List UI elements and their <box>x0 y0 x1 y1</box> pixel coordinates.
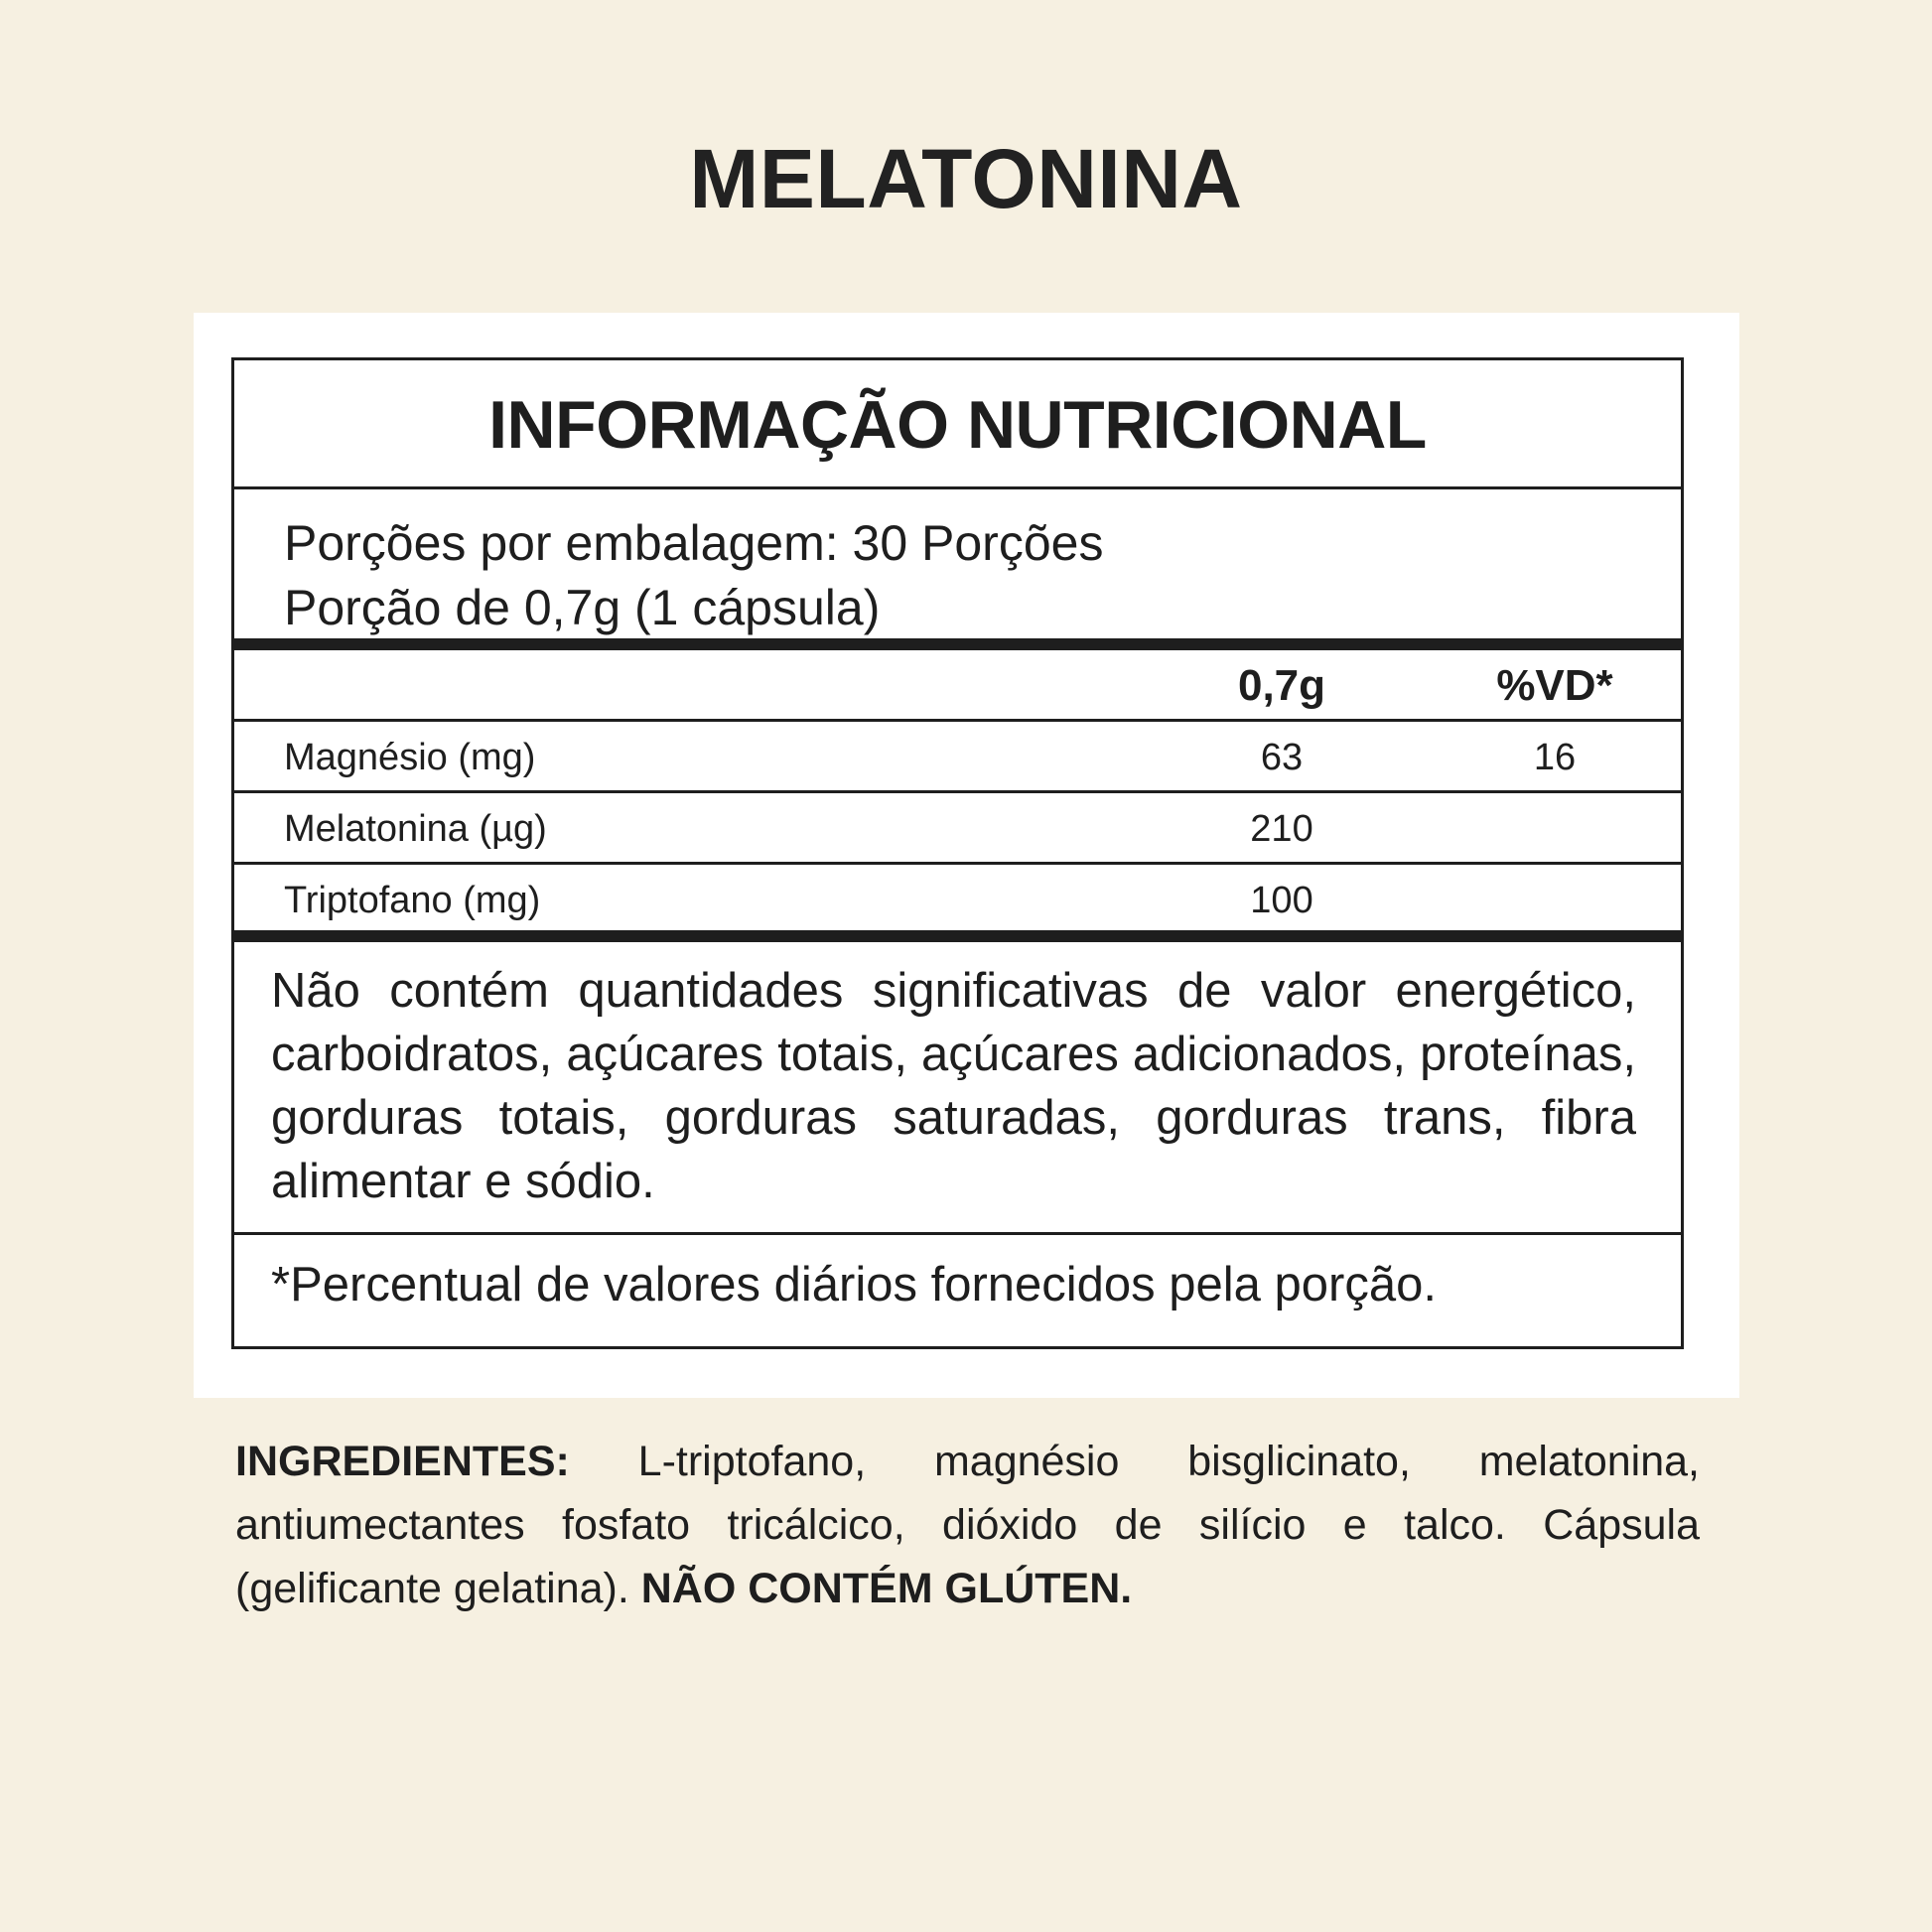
nutrient-name: Magnésio (mg) <box>284 737 536 778</box>
ingredients-label: INGREDIENTES: <box>235 1438 570 1485</box>
portions-per-package: Porções por embalagem: 30 Porções <box>284 515 1104 571</box>
portion-info <box>234 489 1681 650</box>
nutrient-daily-value: 16 <box>1533 737 1577 778</box>
daily-value-column-header: %VD* <box>1496 661 1613 710</box>
table-row <box>234 722 1681 793</box>
table-row <box>234 865 1681 942</box>
ingredients-list: L-triptofano, magnésio bisglicinato, melatonina, antiumectantes fosfato tricálcico, dióxido de silício e talco. Cápsula (gelificante gelatina). <box>235 1438 1700 1612</box>
daily-value-footnote: *Percentual de valores diários fornecidos pela porção. <box>271 1258 1437 1311</box>
nutrient-amount: 63 <box>1260 737 1304 778</box>
nutrient-amount: 210 <box>1250 808 1313 850</box>
amount-column-header: 0,7g <box>1237 661 1326 710</box>
table-header-row <box>234 650 1681 722</box>
nutrient-amount: 100 <box>1250 880 1313 921</box>
non-significant-note: Não contém quantidades significativas de valor energético, carboidratos, açúcares totais, açúcares adicionados, proteínas, gorduras totais, gorduras saturadas, gorduras trans, fibra alimentar e sódio. <box>234 942 1681 1235</box>
table-row <box>234 793 1681 865</box>
nutrition-facts-table <box>231 357 1684 1349</box>
nutrient-name: Melatonina (µg) <box>284 808 547 850</box>
ingredients-text <box>235 1430 1700 1620</box>
nutrition-facts-heading: INFORMAÇÃO NUTRICIONAL <box>234 360 1681 489</box>
product-title: MELATONINA <box>689 132 1243 225</box>
nutrient-name: Triptofano (mg) <box>284 880 541 921</box>
portion-size: Porção de 0,7g (1 cápsula) <box>284 580 881 635</box>
gluten-warning: NÃO CONTÉM GLÚTEN. <box>640 1565 1133 1612</box>
